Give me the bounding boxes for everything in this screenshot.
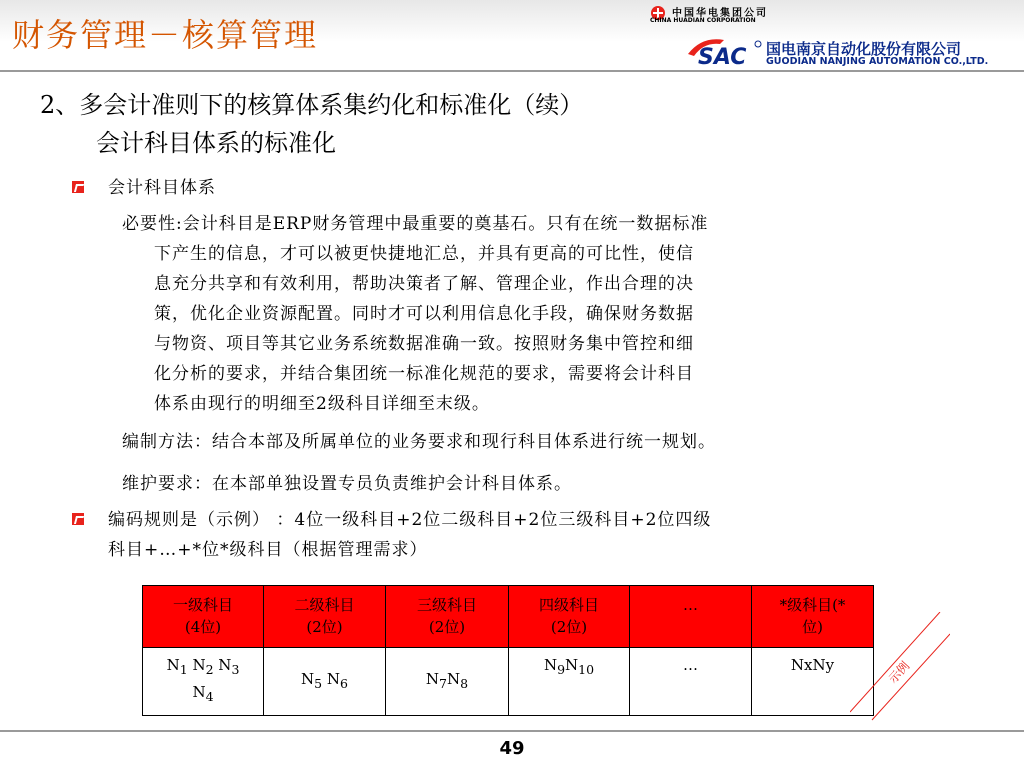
slide-header xyxy=(0,0,1024,72)
example-stamp-text: 示例 xyxy=(885,658,913,687)
example-stamp xyxy=(850,612,950,722)
table-header-cell: 二级科目 (2位) xyxy=(264,586,386,648)
table-cell: … xyxy=(630,648,752,716)
huadian-name-en: CHINA HUADIAN CORPORATION xyxy=(650,17,756,24)
page-number: 49 xyxy=(499,738,525,759)
bullet-1-label: 会计科目体系 xyxy=(108,178,216,198)
necessity-line: 化分析的要求，并结合集团统一标准化规范的要求，需要将会计科目 xyxy=(154,364,694,384)
table-header-row xyxy=(143,586,874,648)
table-cell: NxNy xyxy=(752,648,874,716)
necessity-line: 策，优化企业资源配置。同时才可以利用信息化手段，确保财务数据 xyxy=(154,304,694,324)
footer-divider xyxy=(0,730,1024,732)
necessity-line: 下产生的信息，才可以被更快捷地汇总，并具有更高的可比性，使信 xyxy=(154,244,694,264)
section-heading xyxy=(40,86,583,162)
heading-line-1: 2、多会计准则下的核算体系集约化和标准化（续） xyxy=(40,91,584,119)
sac-logo-text: SAC xyxy=(698,45,747,68)
huadian-name-cn: 中国华电集团公司 xyxy=(672,8,768,19)
table-header-cell: 四级科目 (2位) xyxy=(509,586,630,648)
account-code-table xyxy=(142,585,874,716)
table-cell: $N_5$ $N_6$ xyxy=(264,648,386,716)
table-header-cell: … xyxy=(630,586,752,648)
necessity-line: 必要性:会计科目是ERP财务管理中最重要的奠基石。只有在统一数据标准 xyxy=(122,214,709,234)
heading-line-2: 会计科目体系的标准化 xyxy=(96,129,336,157)
table-header-cell: *级科目(* 位) xyxy=(752,586,874,648)
table-cell: $N_7N_8$ xyxy=(386,648,509,716)
coding-rule-line-2: 科目+…+*位*级科目（根据管理需求） xyxy=(108,540,428,560)
company-name-cn: 国电南京自动化股份有限公司 xyxy=(766,40,962,58)
huadian-logo xyxy=(650,3,768,27)
company-name-en: GUODIAN NANJING AUTOMATION CO.,LTD. xyxy=(766,56,989,67)
coding-rule-line-1: 编码规则是（示例） ：4位一级科目+2位二级科目+2位三级科目+2位四级 xyxy=(108,510,712,530)
bullet-icon xyxy=(72,181,84,193)
method-text: 编制方法：结合本部及所属单位的业务要求和现行科目体系进行统一规划。 xyxy=(122,432,716,452)
necessity-line: 体系由现行的明细至2级科目详细至末级。 xyxy=(154,394,490,414)
table-cell: $N_1$ $N_2$ $N_3$ $N_4$ xyxy=(143,648,264,716)
table-header-cell: 一级科目 (4位) xyxy=(143,586,264,648)
table-cell: $N_9N_{10}$ xyxy=(509,648,630,716)
necessity-line: 息充分共享和有效利用，帮助决策者了解、管理企业，作出合理的决 xyxy=(154,274,694,294)
bullet-icon xyxy=(72,513,84,525)
necessity-line: 与物资、项目等其它业务系统数据准确一致。按照财务集中管控和细 xyxy=(154,334,694,354)
table-row xyxy=(143,648,874,716)
slide-title: 财务管理－核算管理 xyxy=(12,16,319,54)
maintenance-text: 维护要求：在本部单独设置专员负责维护会计科目体系。 xyxy=(122,474,572,494)
table-header-cell: 三级科目 (2位) xyxy=(386,586,509,648)
sac-logo-icon xyxy=(684,34,764,68)
